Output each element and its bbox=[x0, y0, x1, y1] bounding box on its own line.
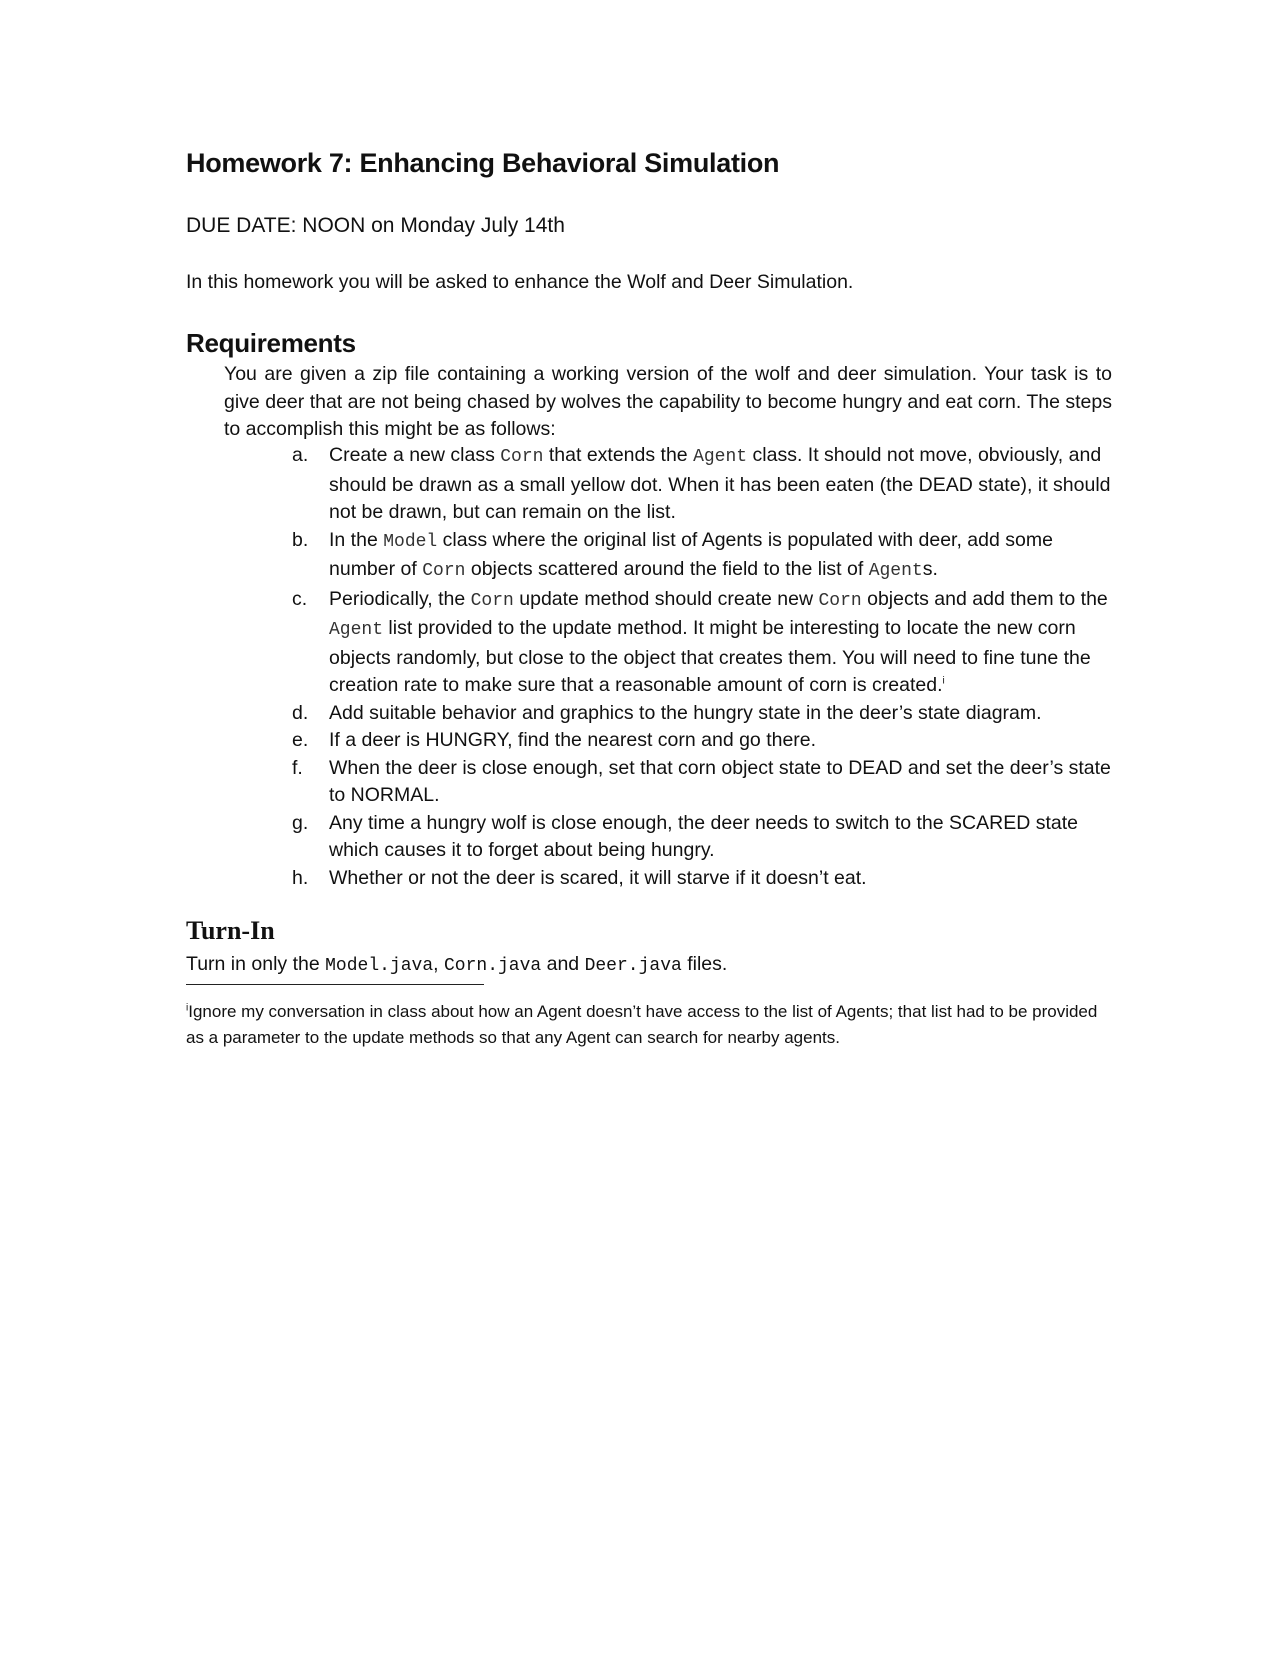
list-item bbox=[292, 727, 1122, 755]
footnote-marker: i bbox=[186, 1002, 189, 1014]
code-corn-java: Corn.java bbox=[443, 956, 542, 976]
steps-list bbox=[292, 442, 1122, 892]
step-text: When the deer is close enough, set that corn object state to DEAD and set the deer’s state to NORMAL. bbox=[329, 756, 1111, 806]
list-marker: c. bbox=[292, 587, 308, 610]
list-item bbox=[292, 586, 1122, 700]
step-text: Whether or not the deer is scared, it will starve if it doesn’t eat. bbox=[329, 866, 867, 889]
due-date: DUE DATE: NOON on Monday July 14th bbox=[186, 214, 565, 237]
code-deer-java: Deer.java bbox=[584, 956, 682, 976]
list-marker: b. bbox=[292, 528, 309, 551]
code-corn: Corn bbox=[470, 590, 514, 611]
turn-in-heading: Turn-In bbox=[186, 916, 275, 945]
footnote-text: Ignore my conversation in class about how an Agent doesn’t have access to the list of Agents; that list had to be provided as a parameter to the update methods so that any Agent can search for nearby agents. bbox=[186, 1002, 1098, 1047]
code-model-java: Model.java bbox=[325, 956, 434, 976]
intro-text: In this homework you will be asked to enhance the Wolf and Deer Simulation. bbox=[186, 271, 854, 293]
list-marker: e. bbox=[292, 729, 309, 751]
requirements-paragraph: You are given a zip file containing a working version of the wolf and deer simulation. Your task is to give deer that are not being chased by wolves the capability to become hungry and eat corn. The steps to accomplish this might be as follows: bbox=[224, 363, 1112, 440]
list-item bbox=[292, 865, 1122, 893]
code-agent: Agent bbox=[868, 561, 923, 581]
code-agent: Agent bbox=[693, 447, 748, 467]
list-item bbox=[292, 700, 1122, 728]
list-item bbox=[292, 527, 1122, 586]
list-item bbox=[292, 442, 1122, 527]
footnote-reference[interactable]: i bbox=[942, 675, 945, 687]
list-marker: g. bbox=[292, 811, 309, 834]
list-marker: h. bbox=[292, 866, 309, 889]
list-marker: f. bbox=[292, 756, 303, 779]
step-text: Add suitable behavior and graphics to the hungry state in the deer’s state diagram. bbox=[329, 701, 1042, 724]
code-corn: Corn bbox=[500, 447, 544, 467]
list-marker: d. bbox=[292, 701, 309, 724]
step-text: Create a new class Corn that extends the Agent class. It should not move, obviously, and should be drawn as a small yellow dot. When it has been eaten (the DEAD state), it should not be drawn, but can remain on the list. bbox=[329, 444, 1111, 523]
page-title: Homework 7: Enhancing Behavioral Simulation bbox=[186, 148, 780, 178]
code-model: Model bbox=[383, 531, 438, 552]
list-item bbox=[292, 810, 1122, 865]
turn-in-text: Turn in only the Model.java, Corn.java and Deer.java files. bbox=[186, 953, 728, 976]
step-text: Any time a hungry wolf is close enough, the deer needs to switch to the SCARED state which causes it to forget about being hungry. bbox=[329, 811, 1078, 861]
step-text: Periodically, the Corn update method should create new Corn objects and add them to the Agent list provided to the update method. It might be interesting to locate the new corn objects randomly, but close to the object that creates them. You will need to fine tune the creation rate to make sure that a reasonable amount of corn is created.$^i$ bbox=[329, 587, 1108, 696]
requirements-heading: Requirements bbox=[186, 328, 356, 358]
code-agent: Agent bbox=[329, 620, 384, 640]
code-corn: Corn bbox=[422, 561, 466, 581]
step-text: In the Model class where the original list of Agents is populated with deer, add some number of Corn objects scattered around the field to the list of Agents. bbox=[329, 528, 1053, 581]
step-text: If a deer is HUNGRY, find the nearest corn and go there. bbox=[329, 729, 817, 751]
list-item bbox=[292, 755, 1122, 810]
footnote-divider bbox=[186, 984, 484, 985]
list-marker: a. bbox=[292, 444, 309, 466]
footnote bbox=[186, 999, 1116, 1051]
code-corn: Corn bbox=[818, 590, 862, 611]
